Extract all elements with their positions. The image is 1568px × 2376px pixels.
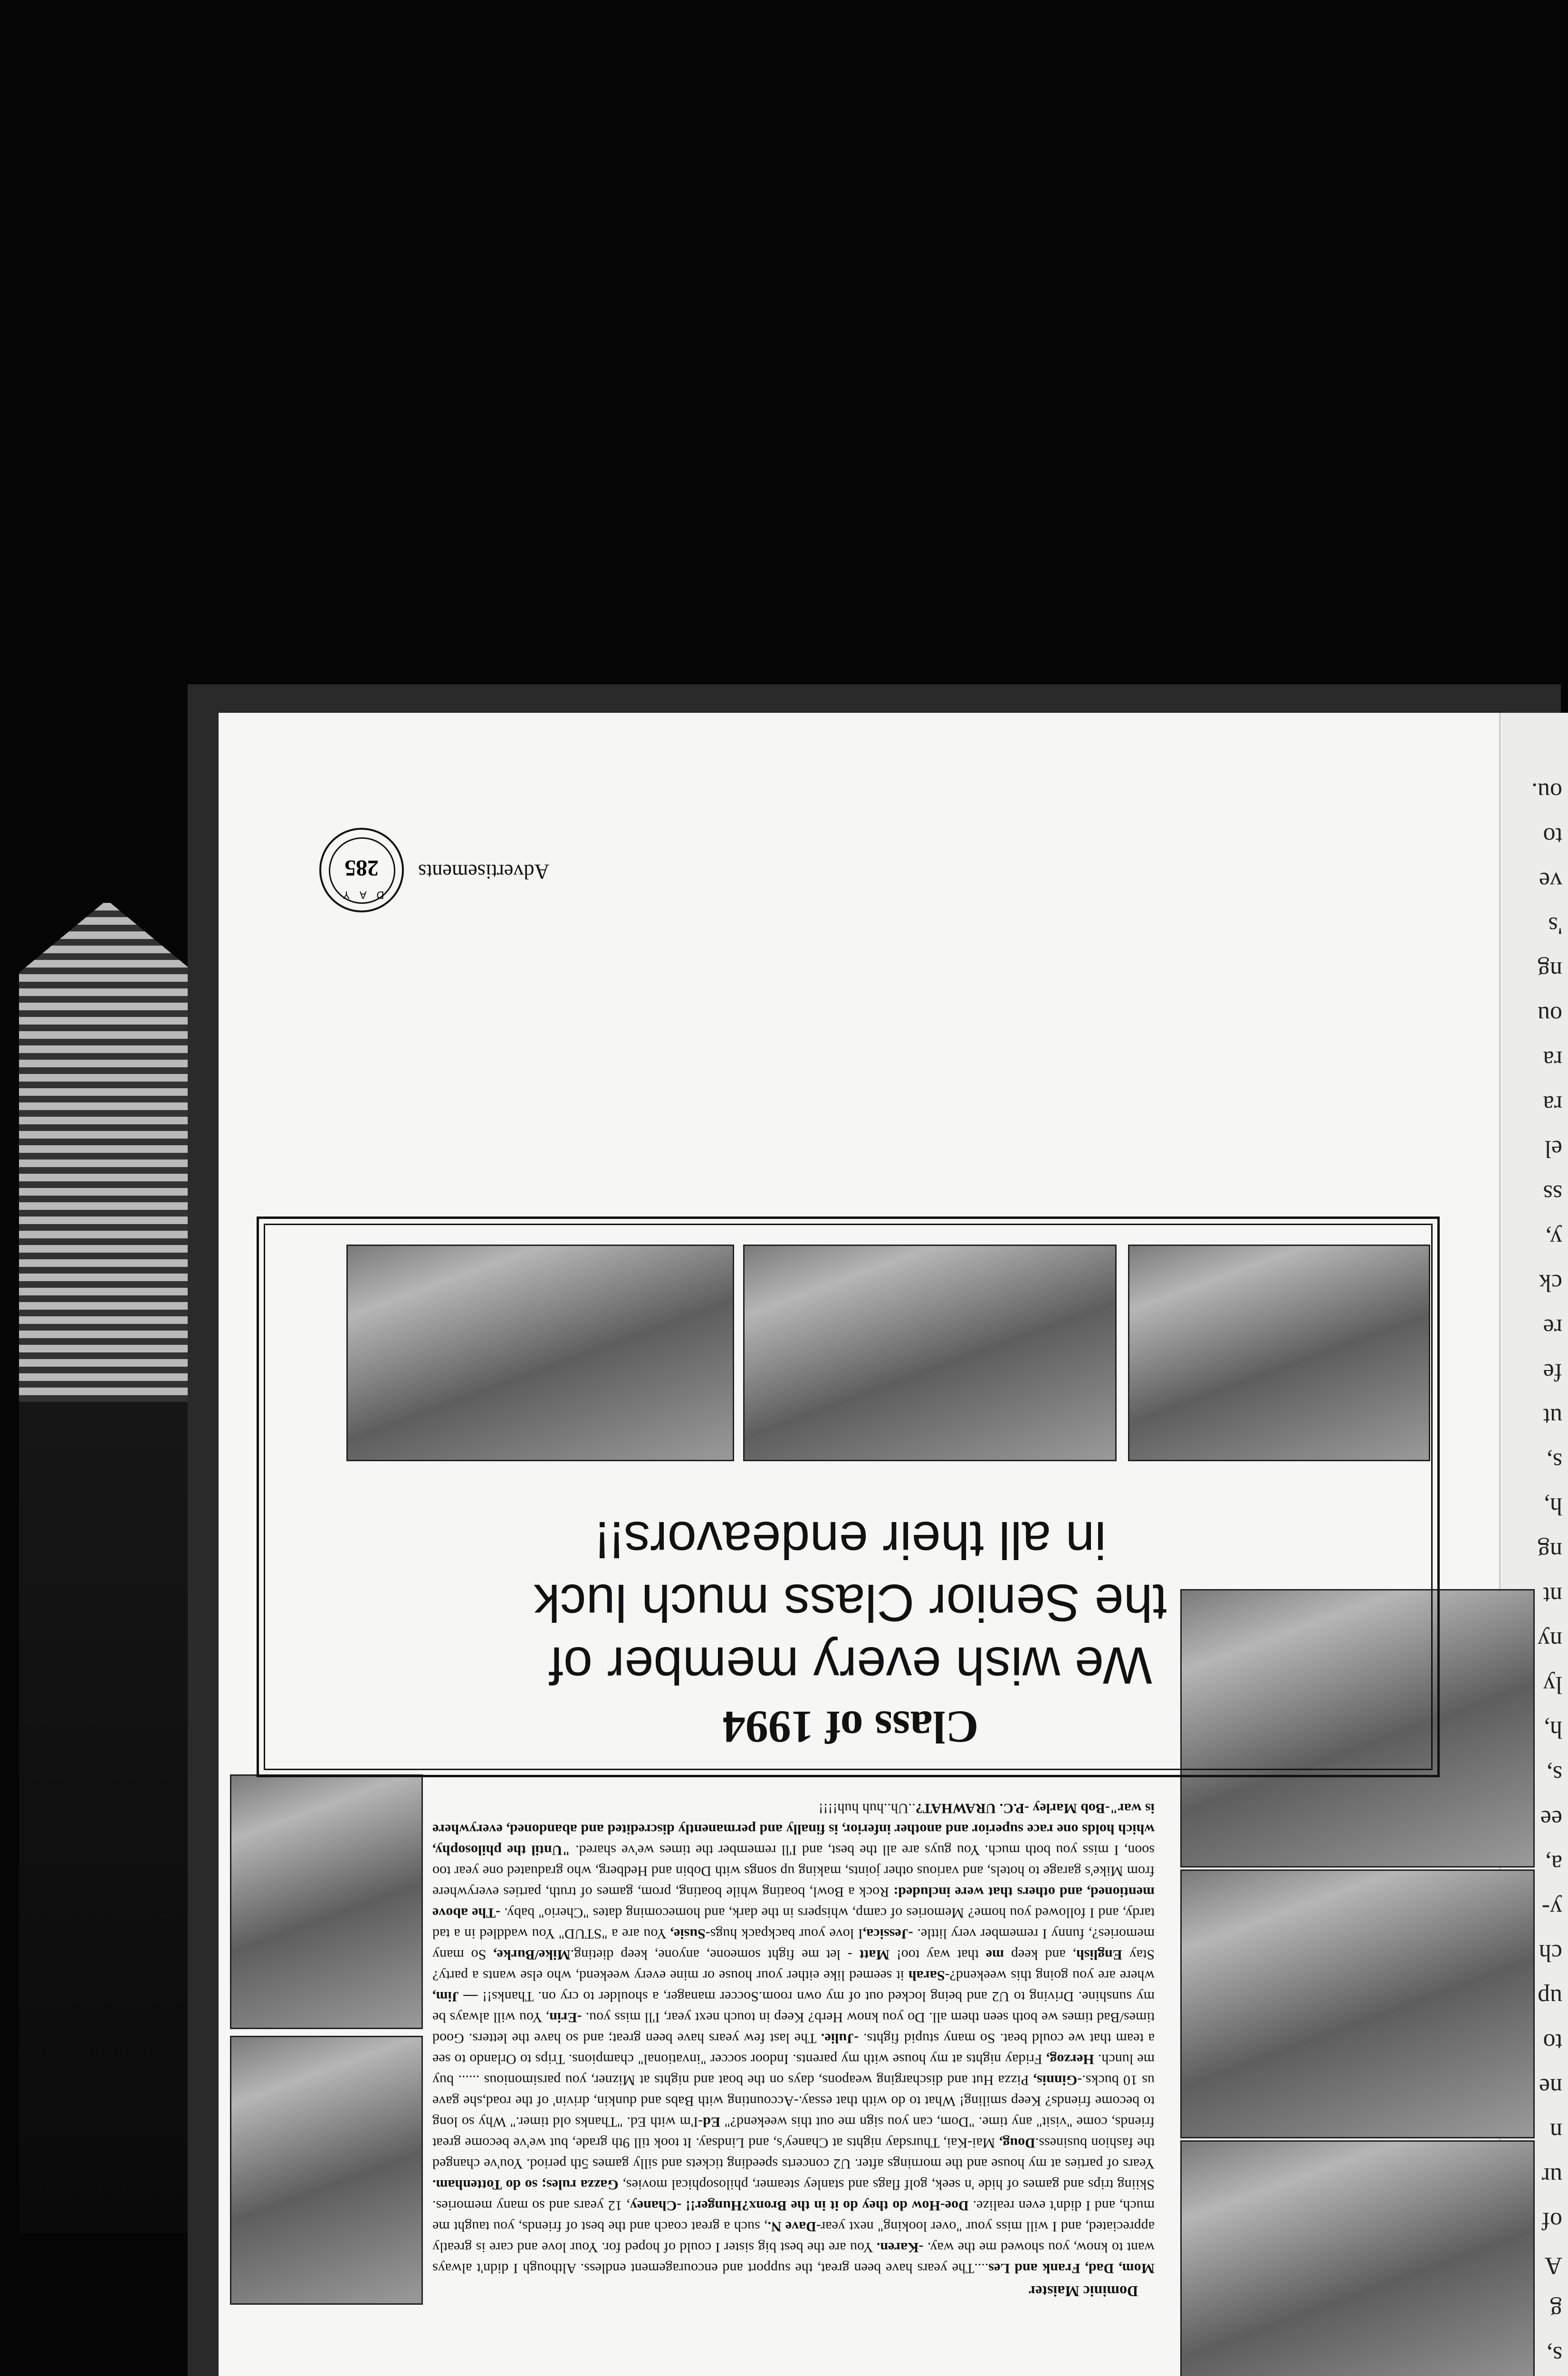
side-page-fragment: ee [1540,1805,1562,1832]
side-page-fragment: ve [1539,867,1562,894]
side-page-fragment: to [1543,823,1562,850]
wish-message [261,1508,1440,1696]
side-page-fragment: s, [1546,2341,1562,2368]
side-page-fragment: up [1538,1984,1562,2011]
side-page-fragment: g [1550,2297,1562,2324]
dark-floor-area [19,1402,195,2233]
side-page-fragment: ne [1539,2073,1562,2100]
side-page-fragment: ng [1538,1537,1562,1564]
side-page-fragment: ra [1543,1091,1562,1118]
side-page-fragment: fe [1543,1359,1562,1386]
photo-two-friends [1128,1245,1430,1461]
side-page-fragment: h, [1544,1493,1562,1520]
photo-student-portrait [230,2036,423,2305]
photo-graduation-friends [1180,2140,1535,2376]
side-page-fragment: ly [1543,1671,1562,1698]
side-page-fragment: ss [1543,1180,1562,1207]
side-page-fragment: a, [1545,1850,1562,1877]
student-name: Dominic Maister [1028,2283,1138,2300]
side-page-fragment: s, [1546,1761,1562,1788]
side-page-fragment: ny [1538,1627,1562,1654]
side-page-fragment: ou [1538,1001,1562,1028]
wish-line-2: the Senior Class much luck [534,1573,1167,1632]
photo-group-outdoors [230,1774,423,2029]
class-title: Class of 1994 [722,1702,979,1753]
page-number: 285 [344,855,379,881]
striped-lamp-glow [19,903,195,1402]
wish-line-3: in all their endeavors!! [594,1511,1107,1569]
side-page-fragment: re [1543,1314,1562,1341]
photo-four-girls [743,1245,1117,1461]
side-page-fragment: A [1544,2252,1562,2279]
photo-car-interior [346,1245,734,1461]
page-number-badge [319,828,404,912]
side-page-fragment: of [1541,2207,1562,2234]
section-label: Advertisements [418,860,550,883]
wish-line-1: We wish every member of [549,1636,1152,1695]
badge-letters: D A Y [339,889,384,901]
yearbook-page-content [219,713,1544,2376]
side-page-fragment: ou. [1531,778,1562,805]
side-page-fragment: y, [1545,1225,1562,1252]
side-page-fragment: 's [1548,912,1562,939]
side-page-fragment: ck [1539,1269,1562,1296]
side-page-fragment: el [1544,1135,1562,1162]
side-page-fragment: h, [1544,1716,1562,1743]
side-page-fragment: to [1543,2029,1562,2056]
side-page-fragment: y- [1541,1895,1562,1922]
side-page-fragment: ch [1539,1939,1562,1966]
side-page-fragment: ut [1543,1403,1562,1430]
side-page-fragment: nt [1543,1582,1562,1609]
side-page-fragment: s, [1546,1448,1562,1475]
side-page-fragment: n [1550,2118,1562,2145]
senior-message-text: Mom, Dad, Frank and Les....The years have been great, the support and encouragement endless. Although I didn't always want to know, you showed me the way. -Karen. You are the best big sister I could of hoped for. Your love and care is greatly appreciated, and I will miss your "over looking" next year-Dave N., such a great coach and the best of friends, you taught me much, and I didn't even realize. Doe-How do they do it in the Bronx?Hunger!! -Chaney, 12 years and so many memories. Skiing trips and games of hide 'n seek, golf flags and stanley steamer, philosophical movies, Gazza rules; so do Tottenham. Years of parties at my house and the mornings after. U2 concerts speeding tickets and silly games 5th period. You've changed the fashion business.Doug, Mai-Kai, Thursday nights at Chaney's, and Lindsay. It took till 9th grade, but we've become great friends, come "visit" any time. "Dom, can you sign me out this weekend?" Ed-I'm with Ed. "Thanks old timer." Why so long to become friends? Keep smiling! What to do with that essay.-Accounting with Babs and dunkin, drivin' of the road,she gave us 10 bucks.-Ginnis, Pizza Hut and discharging weapons, days on the boat and nights at Mizner, you parsimonious ...... buy me lunch. Herzog, Friday nights at my house with my parents. Indoor soccer "invational" champions. Trips to Orlando to see a team that we could beat. So many stupid fights. -Julie. The last few years have been great; and so have the letters. Good times/Bad times we both seen them all. Do you know Herb? Keep in touch next year, I'll miss you. -Erin, You will always be my sunshine. Driving to U2 and being locked out of my own room.Soccer manager, a shoulder to cry on. Thanks!! — Jim, where are you going this weekend?-Sarah it seemed like either your house or mine every weekend, who else wants a party? Stay English, and keep me that way too! Matt - let me fight someone, anyone, keep dieting.Mike/Burke, So many memories?, funny I remember very little. -Jessica,I love your backpack hugs-Susie, You are a "STUD" You waddled in a tad tardy, and I followed you home? Memories of camp, whispers in the dark, and homecoming dates "Cherio" baby. -The above mentioned, and others that were included: Rock a Bowl, boating while boating, prom, games of truth, parties everywhere from Mike's garage to hotels, and various other joints, making up songs with Dobin and Hedberg, who graduated one year too soon, I miss you both much. You guys are all the best, and I'll remember the times we've shared. "Until the philosophy, which holds one race superior and another inferior, is finally and permanently discredited and abandoned, everywhere is war"-Bob Marley -P.C. URAWHAT?..Uh..huh huh!!!! [432,1801,1155,2276]
photo-waterskiing [1180,1869,1535,2138]
side-page-fragment: ra [1543,1046,1562,1073]
side-page-fragment: ur [1541,2163,1562,2190]
side-page-fragment: ng [1538,957,1562,984]
